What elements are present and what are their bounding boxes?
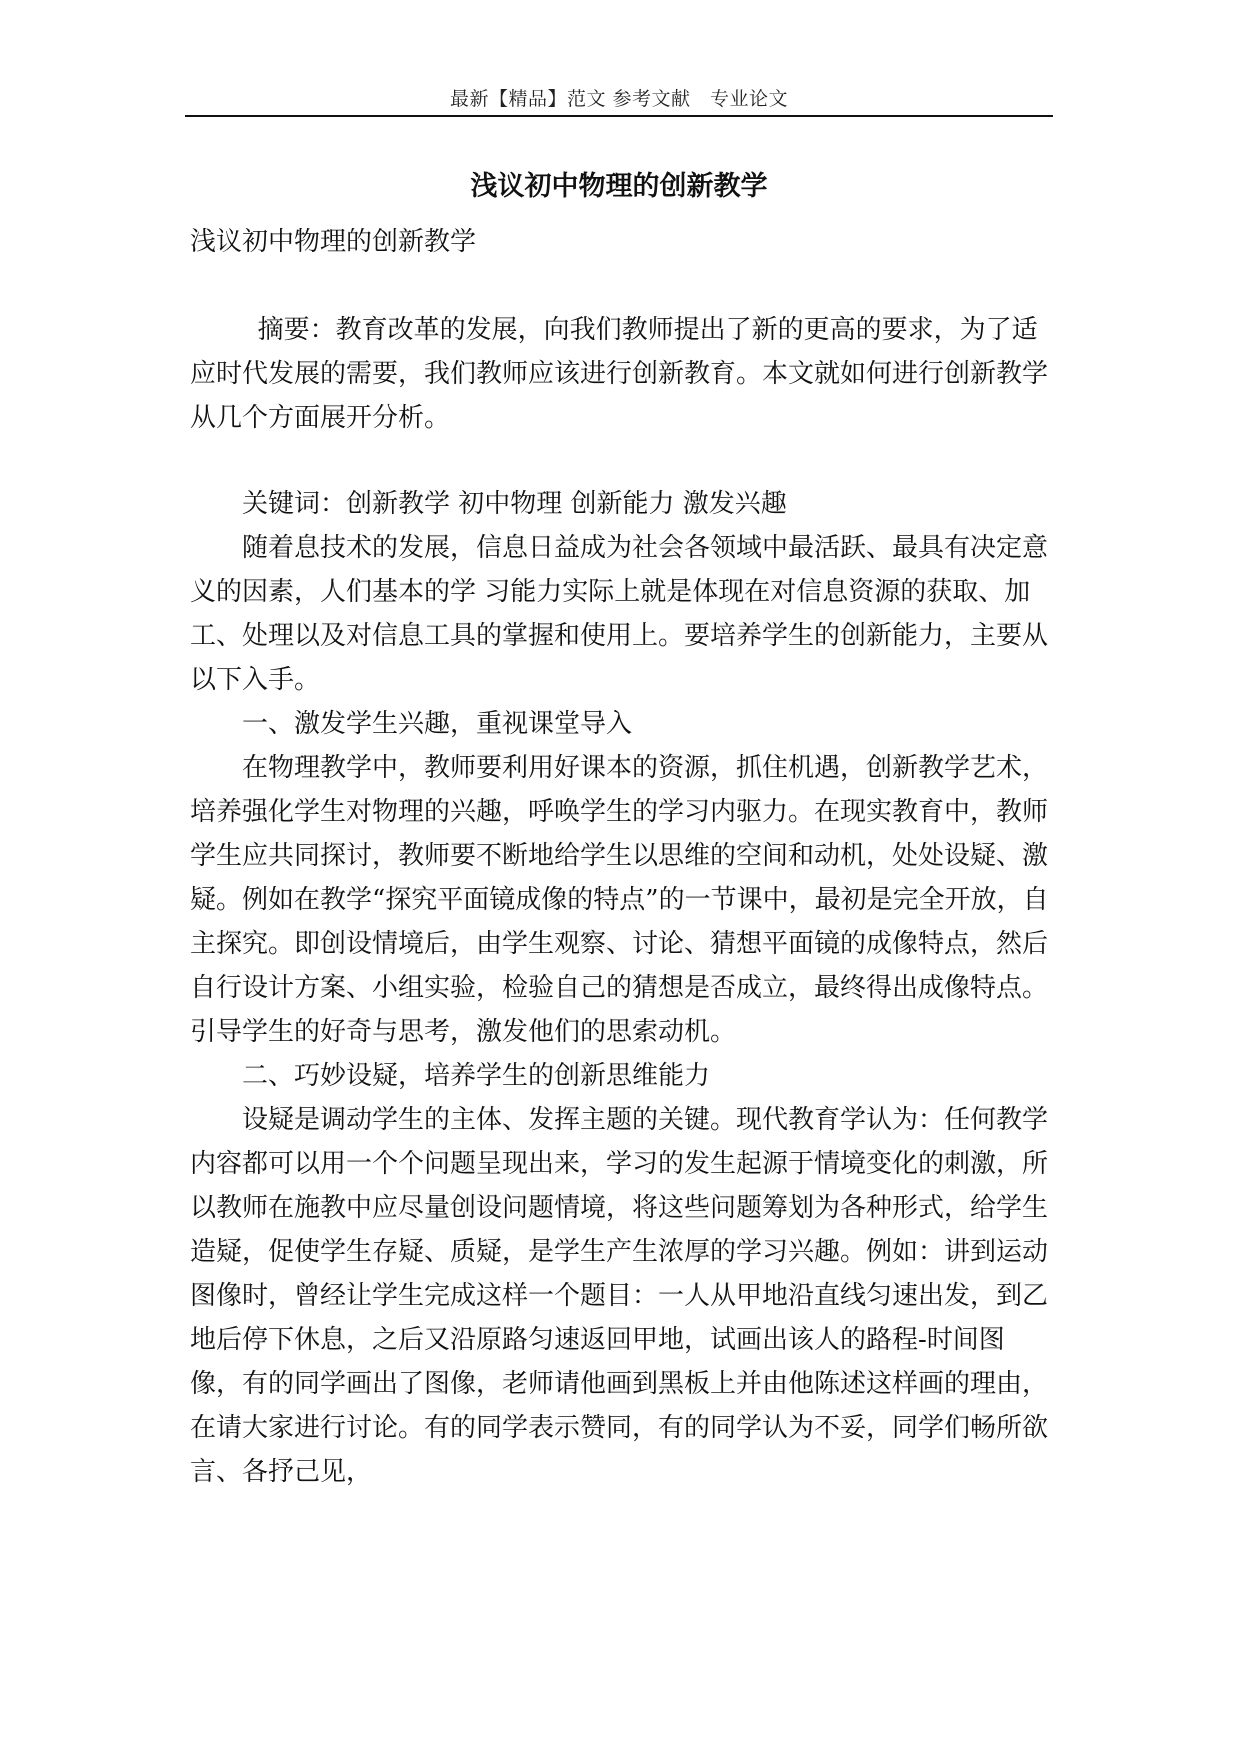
document-title: 浅议初中物理的创新教学 [470, 171, 768, 202]
body-paragraph: 设疑是调动学生的主体、发挥主题的关键。现代教育学认为：任何教学内容都可以用一个个问题呈现出来，学习的发生起源于情境变化的刺激，所以教师在施教中应尽量创设问题情境，将这些问题筹划为各种形式，给学生造疑，促使学生存疑、质疑，是学生产生浓厚的学习兴趣。例如：讲到运动图像时，曾经让学生完成这样一个题目：一人从甲地沿直线匀速出发，到乙地后停下休息，之后又沿原路匀速返回甲地，试画出该人的路程-时间图像，有的同学画出了图像，老师请他画到黑板上并由他陈述这样画的理由，在请大家进行讨论。有的同学表示赞同，有的同学认为不妥，同学们畅所欲言、各抒己见， [190, 1105, 1049, 1487]
abstract-paragraph: 摘要：教育改革的发展，向我们教师提出了新的更高的要求，为了适应时代发展的需要，我们教师应该进行创新教育。本文就如何进行创新教学从几个方面展开分析。 [190, 315, 1049, 433]
body-paragraph: 在物理教学中，教师要利用好课本的资源，抓住机遇，创新教学艺术，培养强化学生对物理的兴趣，呼唤学生的学习内驱力。在现实教育中，教师学生应共同探讨，教师要不断地给学生以思维的空间和动机，处处设疑、激疑。例如在教学“探究平面镜成像的特点”的一节课中，最初是完全开放，自主探究。即创设情境后，由学生观察、讨论、猜想平面镜的成像特点，然后自行设计方案、小组实验，检验自己的猜想是否成立，最终得出成像特点。引导学生的好奇与思考，激发他们的思索动机。 [190, 753, 1049, 1047]
document-subtitle: 浅议初中物理的创新教学 [190, 227, 477, 257]
keywords-line: 关键词：创新教学 初中物理 创新能力 激发兴趣 [242, 489, 787, 519]
section-heading: 二、巧妙设疑，培养学生的创新思维能力 [242, 1061, 711, 1091]
page-header: 最新【精品】范文 参考文献 专业论文 [449, 88, 789, 110]
body-paragraph: 随着息技术的发展，信息日益成为社会各领域中最活跃、最具有决定意义的因素，人们基本的学 习能力实际上就是体现在对信息资源的获取、加工、处理以及对信息工具的掌握和使用上。要培养学生的创新能力，主要从以下入手。 [190, 533, 1049, 695]
section-heading: 一、激发学生兴趣，重视课堂导入 [242, 709, 633, 739]
document-body [190, 220, 1054, 1494]
header-divider [185, 115, 1053, 117]
